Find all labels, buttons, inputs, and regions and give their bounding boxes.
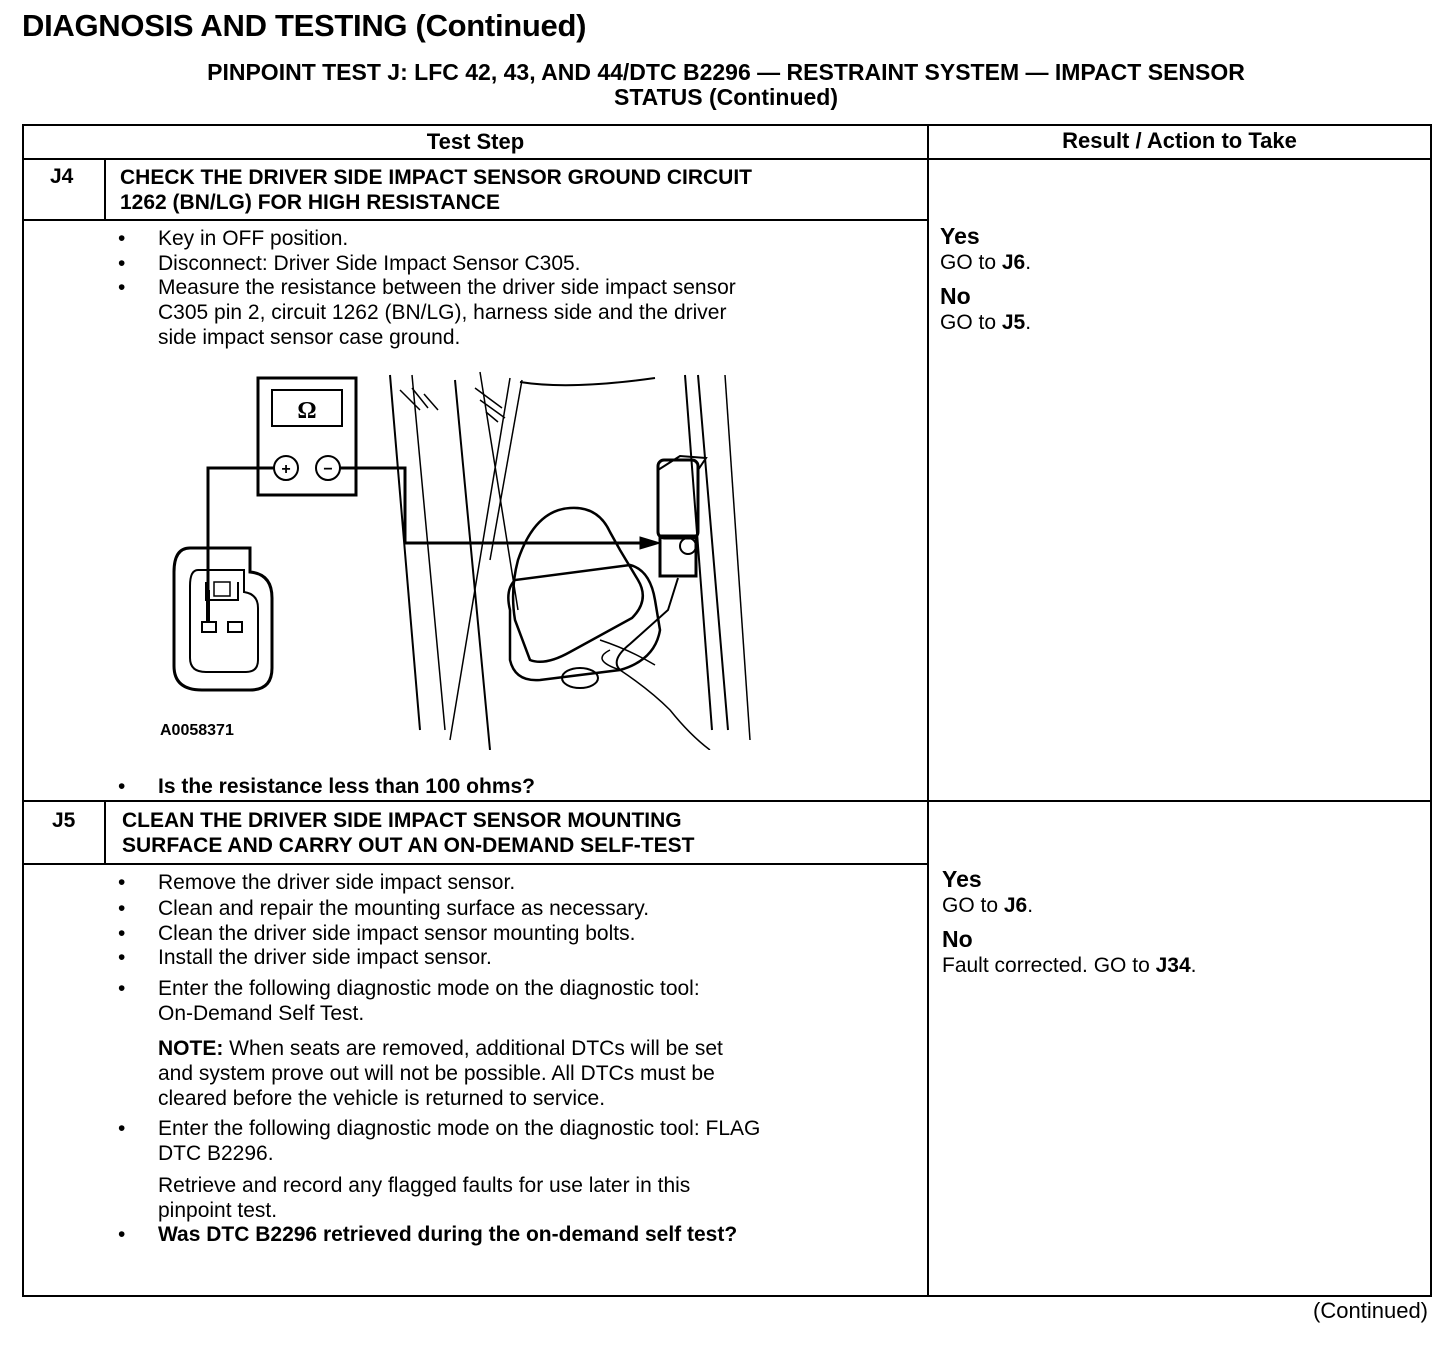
j5-no-label: No (942, 926, 973, 952)
step-title-j5-line2: SURFACE AND CARRY OUT AN ON-DEMAND SELF-TEST (122, 834, 695, 857)
bullet-icon: • (118, 252, 126, 275)
step-id-j4: J4 (50, 165, 74, 188)
j5-instruction-5 (158, 976, 700, 1026)
retrieve-line2: pinpoint test. (158, 1199, 278, 1222)
j4-yes-prefix: GO to (940, 251, 1002, 274)
ohm-symbol: Ω (297, 398, 317, 424)
bullet-icon: • (118, 922, 126, 945)
bullet-icon: • (118, 946, 126, 969)
pinpoint-test-title-line1: PINPOINT TEST J: LFC 42, 43, AND 44/DTC B2296 — RESTRAINT SYSTEM — IMPACT SENSOR (207, 59, 1245, 85)
j5-instruction-4: Install the driver side impact sensor. (158, 946, 492, 969)
j5-yes-target: J6 (1003, 894, 1028, 917)
bullet-icon: • (118, 977, 126, 1000)
step-title-j4-line1: CHECK THE DRIVER SIDE IMPACT SENSOR GROUND CIRCUIT (120, 166, 752, 189)
note-label: NOTE: (158, 1037, 224, 1060)
j5-no-action: Fault corrected. GO to J34. (942, 954, 1197, 977)
j5-instruction-6-line1: Enter the following diagnostic mode on the diagnostic tool: FLAG (158, 1117, 761, 1140)
j4-yes-target: J6 (1001, 251, 1026, 274)
j5-instruction-6 (158, 1116, 760, 1166)
j4-instruction-3 (158, 275, 736, 350)
j4-yes-label: Yes (940, 223, 980, 249)
step-id-j5: J5 (52, 809, 76, 832)
step-title-j5 (122, 808, 694, 858)
j5-no-prefix: Fault corrected. GO to (942, 954, 1156, 977)
j5-note (158, 1036, 723, 1111)
mounting-bracket (513, 508, 643, 662)
pinpoint-test-title (22, 60, 1430, 110)
j5-question: Was DTC B2296 retrieved during the on-demand self test? (158, 1223, 738, 1246)
j5-yes-label: Yes (942, 866, 982, 892)
j4-instruction-2: Disconnect: Driver Side Impact Sensor C305. (158, 252, 581, 275)
j4-no-action: GO to J5. (940, 311, 1032, 334)
j5-instruction-3: Clean the driver side impact sensor mounting bolts. (158, 922, 636, 945)
j4-instruction-1: Key in OFF position. (158, 227, 349, 250)
j4-yes-action: GO to J6. (940, 251, 1032, 274)
resistance-measurement-figure (150, 360, 770, 750)
plus-label: + (281, 461, 291, 478)
j4-instruction-3-line2: C305 pin 2, circuit 1262 (BN/LG), harness side and the driver (158, 301, 727, 324)
pinpoint-test-title-line2: STATUS (Continued) (614, 84, 838, 110)
j5-retrieve-text (158, 1173, 690, 1223)
step-title-j4-line2: 1262 (BN/LG) FOR HIGH RESISTANCE (120, 191, 500, 214)
j5-yes-prefix: GO to (942, 894, 1004, 917)
j5-no-target: J34 (1155, 954, 1191, 977)
retrieve-line1: Retrieve and record any flagged faults for use later in this (158, 1174, 691, 1197)
minus-label: − (323, 461, 333, 478)
j4-question: Is the resistance less than 100 ohms? (158, 775, 535, 798)
page-title: DIAGNOSIS AND TESTING (Continued) (22, 8, 587, 43)
bullet-icon: • (118, 1117, 126, 1140)
j5-instruction-1: Remove the driver side impact sensor. (158, 871, 516, 894)
j5-instruction-5-line2: On-Demand Self Test. (158, 1002, 365, 1025)
j4-instruction-3-line3: side impact sensor case ground. (158, 326, 461, 349)
plus-probe-lead (208, 468, 274, 615)
j5-instruction-2: Clean and repair the mounting surface as necessary. (158, 897, 650, 920)
note-line2: and system prove out will not be possible. All DTCs must be (158, 1062, 715, 1085)
figure-code: A0058371 (160, 722, 234, 739)
step-title-j5-line1: CLEAN THE DRIVER SIDE IMPACT SENSOR MOUNTING (122, 809, 682, 832)
bullet-icon: • (118, 897, 126, 920)
bullet-icon: • (118, 871, 126, 894)
j4-no-target: J5 (1001, 311, 1026, 334)
column-header-test-step: Test Step (426, 129, 525, 154)
bullet-icon: • (118, 775, 126, 798)
j5-instruction-6-line2: DTC B2296. (158, 1142, 274, 1165)
j5-yes-action: GO to J6. (942, 894, 1034, 917)
j4-instruction-3-line1: Measure the resistance between the driver side impact sensor (158, 276, 736, 299)
bullet-icon: • (118, 1223, 126, 1246)
j5-instruction-5-line1: Enter the following diagnostic mode on the diagnostic tool: (158, 977, 700, 1000)
minus-probe-lead (340, 468, 640, 543)
note-line1: When seats are removed, additional DTCs will be set (223, 1037, 723, 1060)
bullet-icon: • (118, 227, 126, 250)
column-header-result: Result / Action to Take (1062, 128, 1297, 153)
continued-label: (Continued) (1313, 1298, 1428, 1323)
note-line3: cleared before the vehicle is returned to service. (158, 1087, 606, 1110)
j4-no-prefix: GO to (940, 311, 1002, 334)
j4-no-label: No (940, 283, 971, 309)
step-title-j4 (120, 165, 752, 215)
bullet-icon: • (118, 276, 126, 299)
